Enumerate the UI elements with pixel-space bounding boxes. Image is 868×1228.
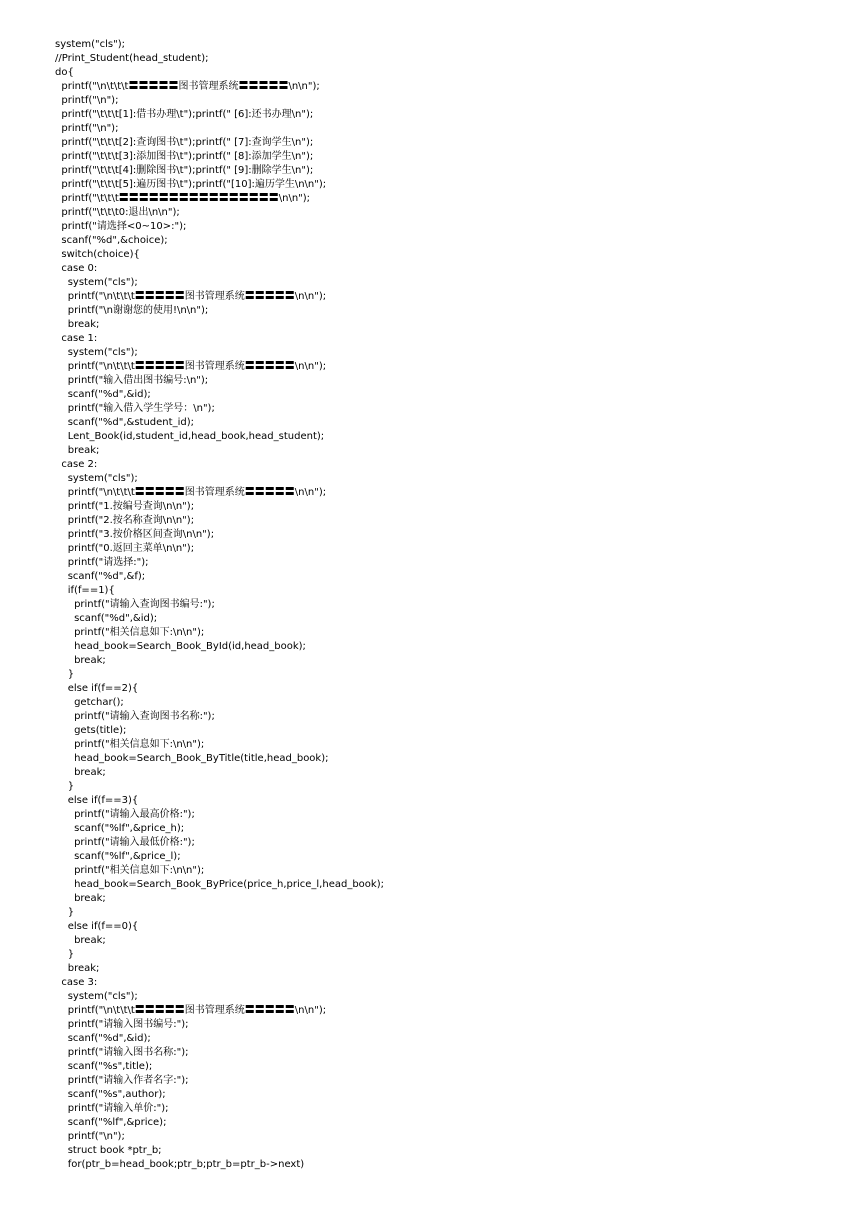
code-line: break; bbox=[55, 767, 106, 778]
code-line: head_book=Search_Book_ByPrice(price_h,price_l,head_book); bbox=[55, 879, 384, 890]
code-line: printf("请输入查询图书编号:"); bbox=[55, 599, 215, 610]
code-line: system("cls"); bbox=[55, 347, 138, 358]
code-line: printf("请输入最低价格:"); bbox=[55, 837, 195, 848]
code-listing bbox=[55, 38, 384, 1172]
code-line: printf("3.按价格区间查询\n\n"); bbox=[55, 529, 215, 540]
code-line: break; bbox=[55, 893, 106, 904]
code-line: gets(title); bbox=[55, 725, 127, 736]
code-line: else if(f==3){ bbox=[55, 795, 139, 806]
code-line: case 2: bbox=[55, 459, 98, 470]
code-line: system("cls"); bbox=[55, 277, 138, 288]
code-line: printf("请选择<0~10>:"); bbox=[55, 221, 187, 232]
code-line: printf("\n\t\t\t〓〓〓〓〓图书管理系统〓〓〓〓〓\n\n"); bbox=[55, 1005, 327, 1016]
code-line: //Print_Student(head_student); bbox=[55, 53, 209, 64]
code-line: break; bbox=[55, 935, 106, 946]
code-line: printf("\n"); bbox=[55, 95, 119, 106]
code-line: else if(f==2){ bbox=[55, 683, 139, 694]
code-line: printf("\n谢谢您的使用!\n\n"); bbox=[55, 305, 209, 316]
code-line: system("cls"); bbox=[55, 39, 126, 50]
code-line: break; bbox=[55, 655, 106, 666]
code-line: case 0: bbox=[55, 263, 98, 274]
code-line: printf("请输入查询图书名称:"); bbox=[55, 711, 215, 722]
code-line: else if(f==0){ bbox=[55, 921, 139, 932]
code-line: printf("请输入单价:"); bbox=[55, 1103, 169, 1114]
code-line: head_book=Search_Book_ById(id,head_book); bbox=[55, 641, 306, 652]
code-line: printf("请输入最高价格:"); bbox=[55, 809, 195, 820]
code-line: switch(choice){ bbox=[55, 249, 140, 260]
code-line: printf("\t\t\t[2]:查询图书\t");printf(" [7]:查询学生\n"); bbox=[55, 137, 314, 148]
code-line: scanf("%d",&id); bbox=[55, 613, 158, 624]
code-line: printf("请输入图书编号:"); bbox=[55, 1019, 189, 1030]
code-line: case 3: bbox=[55, 977, 98, 988]
code-line: for(ptr_b=head_book;ptr_b;ptr_b=ptr_b->next) bbox=[55, 1159, 305, 1170]
code-line: printf("1.按编号查询\n\n"); bbox=[55, 501, 195, 512]
code-line: scanf("%s",author); bbox=[55, 1089, 166, 1100]
code-line: struct book *ptr_b; bbox=[55, 1145, 162, 1156]
code-line: } bbox=[55, 669, 75, 680]
code-line: scanf("%d",&id); bbox=[55, 1033, 151, 1044]
code-line: scanf("%d",&id); bbox=[55, 389, 151, 400]
code-line: head_book=Search_Book_ByTitle(title,head_book); bbox=[55, 753, 329, 764]
code-line: printf("\n\t\t\t〓〓〓〓〓图书管理系统〓〓〓〓〓\n\n"); bbox=[55, 361, 327, 372]
code-line: printf("\t\t\t〓〓〓〓〓〓〓〓〓〓〓〓〓〓〓〓\n\n"); bbox=[55, 193, 311, 204]
code-line: scanf("%s",title); bbox=[55, 1061, 153, 1072]
code-line: printf("\n\t\t\t〓〓〓〓〓图书管理系统〓〓〓〓〓\n\n"); bbox=[55, 81, 320, 92]
code-line: getchar(); bbox=[55, 697, 124, 708]
code-line: printf("相关信息如下:\n\n"); bbox=[55, 627, 205, 638]
code-line: printf("\t\t\t[4]:删除图书\t");printf(" [9]:删除学生\n"); bbox=[55, 165, 314, 176]
code-line: printf("0.返回主菜单\n\n"); bbox=[55, 543, 195, 554]
code-line: scanf("%d",&student_id); bbox=[55, 417, 194, 428]
code-line: printf("相关信息如下:\n\n"); bbox=[55, 865, 205, 876]
code-line: scanf("%d",&choice); bbox=[55, 235, 168, 246]
code-line: printf("相关信息如下:\n\n"); bbox=[55, 739, 205, 750]
code-line: break; bbox=[55, 963, 100, 974]
code-line: scanf("%lf",&price_l); bbox=[55, 851, 181, 862]
code-line: } bbox=[55, 907, 75, 918]
code-line: printf("请输入作者名字:"); bbox=[55, 1075, 189, 1086]
code-line: printf("\t\t\t0:退出\n\n"); bbox=[55, 207, 180, 218]
code-line: scanf("%d",&f); bbox=[55, 571, 146, 582]
code-line: system("cls"); bbox=[55, 473, 138, 484]
code-line: printf("\t\t\t[3]:添加图书\t");printf(" [8]:添加学生\n"); bbox=[55, 151, 314, 162]
code-line: do{ bbox=[55, 67, 74, 78]
code-line: printf("\n"); bbox=[55, 123, 119, 134]
code-line: printf("输入借出图书编号:\n"); bbox=[55, 375, 209, 386]
code-line: } bbox=[55, 781, 75, 792]
code-line: printf("\t\t\t[1]:借书办理\t");printf(" [6]:还书办理\n"); bbox=[55, 109, 314, 120]
code-line: scanf("%lf",&price_h); bbox=[55, 823, 185, 834]
code-line: printf("\n\t\t\t〓〓〓〓〓图书管理系统〓〓〓〓〓\n\n"); bbox=[55, 487, 327, 498]
code-line: break; bbox=[55, 445, 100, 456]
code-line: scanf("%lf",&price); bbox=[55, 1117, 167, 1128]
code-line: printf("2.按名称查询\n\n"); bbox=[55, 515, 195, 526]
code-line: printf("输入借入学生学号：\n"); bbox=[55, 403, 215, 414]
code-line: case 1: bbox=[55, 333, 98, 344]
code-line: if(f==1){ bbox=[55, 585, 115, 596]
code-line: printf("\n\t\t\t〓〓〓〓〓图书管理系统〓〓〓〓〓\n\n"); bbox=[55, 291, 327, 302]
code-line: printf("请输入图书名称:"); bbox=[55, 1047, 189, 1058]
code-line: } bbox=[55, 949, 75, 960]
code-line: break; bbox=[55, 319, 100, 330]
code-line: printf("\t\t\t[5]:遍历图书\t");printf("[10]:遍历学生\n\n"); bbox=[55, 179, 327, 190]
code-line: Lent_Book(id,student_id,head_book,head_student); bbox=[55, 431, 325, 442]
code-line: printf("\n"); bbox=[55, 1131, 125, 1142]
code-line: printf("请选择:"); bbox=[55, 557, 149, 568]
code-line: system("cls"); bbox=[55, 991, 138, 1002]
